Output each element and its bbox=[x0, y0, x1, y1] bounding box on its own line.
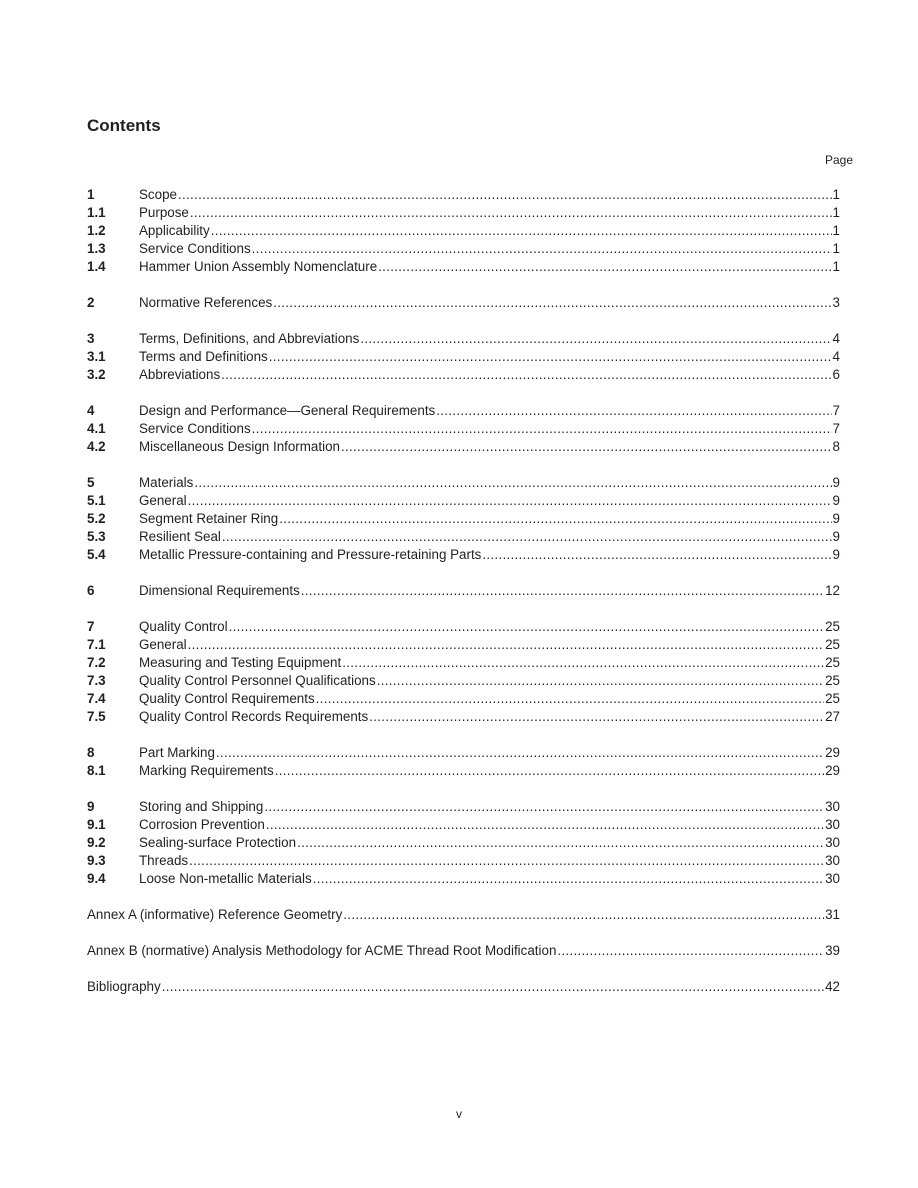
toc-section-title: Annex A (informative) Reference Geometry bbox=[87, 907, 343, 922]
toc-page-number: 1 bbox=[832, 205, 840, 220]
toc-section-title: General bbox=[139, 637, 187, 652]
toc-page-number: 1 bbox=[832, 223, 840, 238]
toc-section-title: Corrosion Prevention bbox=[139, 817, 265, 832]
toc-section-number: 9.4 bbox=[87, 871, 106, 886]
dot-leader bbox=[341, 438, 832, 456]
toc-entry[interactable] bbox=[87, 870, 840, 888]
toc-section-title: Materials bbox=[139, 475, 194, 490]
page-number-footer: v bbox=[456, 1107, 462, 1121]
toc-section-number: 9 bbox=[87, 799, 95, 814]
toc-section-title: Purpose bbox=[139, 205, 189, 220]
toc-annex-entry[interactable] bbox=[87, 978, 840, 996]
toc-section-number: 5.1 bbox=[87, 493, 106, 508]
toc-entry[interactable] bbox=[87, 528, 840, 546]
toc-section-number: 1.3 bbox=[87, 241, 106, 256]
toc-page-number: 25 bbox=[825, 691, 840, 706]
toc-section-number: 5 bbox=[87, 475, 95, 490]
toc-section-title: Terms, Definitions, and Abbreviations bbox=[139, 331, 360, 346]
toc-section-title: Miscellaneous Design Information bbox=[139, 439, 340, 454]
toc-section-title: Abbreviations bbox=[139, 367, 221, 382]
dot-leader bbox=[436, 402, 831, 420]
toc-section-number: 9.2 bbox=[87, 835, 106, 850]
toc-entry[interactable] bbox=[87, 222, 840, 240]
toc-section-title: Segment Retainer Ring bbox=[139, 511, 279, 526]
toc-section-title: Sealing-surface Protection bbox=[139, 835, 297, 850]
toc-section-number: 2 bbox=[87, 295, 95, 310]
toc-section-title: Loose Non-metallic Materials bbox=[139, 871, 312, 886]
toc-page-number: 9 bbox=[832, 511, 840, 526]
toc-page-number: 9 bbox=[832, 493, 840, 508]
toc-section-number: 1.1 bbox=[87, 205, 106, 220]
dot-leader bbox=[211, 222, 832, 240]
toc-section-number: 7 bbox=[87, 619, 95, 634]
toc-entry[interactable] bbox=[87, 420, 840, 438]
dot-leader bbox=[557, 942, 824, 960]
toc-section-number: 5.2 bbox=[87, 511, 106, 526]
toc-entry[interactable] bbox=[87, 402, 840, 420]
toc-page-number: 8 bbox=[832, 439, 840, 454]
page-column-label: Page bbox=[824, 153, 853, 167]
table-of-contents bbox=[87, 186, 840, 996]
toc-section-title: Bibliography bbox=[87, 979, 161, 994]
toc-entry[interactable] bbox=[87, 582, 840, 600]
toc-entry[interactable] bbox=[87, 762, 840, 780]
toc-section-number: 3 bbox=[87, 331, 95, 346]
dot-leader bbox=[252, 420, 832, 438]
dot-leader bbox=[162, 978, 824, 996]
dot-leader bbox=[190, 204, 832, 222]
toc-page-number: 30 bbox=[825, 799, 840, 814]
dot-leader bbox=[273, 294, 831, 312]
dot-leader bbox=[188, 492, 832, 510]
toc-section-number: 1.4 bbox=[87, 259, 106, 274]
toc-entry[interactable] bbox=[87, 654, 840, 672]
toc-section-number: 4.1 bbox=[87, 421, 106, 436]
toc-section-number: 7.1 bbox=[87, 637, 106, 652]
toc-page-number: 3 bbox=[832, 295, 840, 310]
toc-section-title: Resilient Seal bbox=[139, 529, 221, 544]
toc-section-title: Quality Control Requirements bbox=[139, 691, 315, 706]
dot-leader bbox=[252, 240, 832, 258]
dot-leader bbox=[178, 186, 832, 204]
toc-section-number: 5.4 bbox=[87, 547, 106, 562]
toc-section-title: Threads bbox=[139, 853, 189, 868]
toc-page-number: 4 bbox=[832, 349, 840, 364]
toc-section-title: Service Conditions bbox=[139, 241, 251, 256]
toc-section-number: 7.4 bbox=[87, 691, 106, 706]
toc-page-number: 9 bbox=[832, 547, 840, 562]
toc-section-title: Quality Control Records Requirements bbox=[139, 709, 369, 724]
toc-entry[interactable] bbox=[87, 636, 840, 654]
toc-section-number: 4 bbox=[87, 403, 95, 418]
toc-section-title: Quality Control bbox=[139, 619, 228, 634]
toc-entry[interactable] bbox=[87, 240, 840, 258]
dot-leader bbox=[301, 582, 824, 600]
toc-page-number: 29 bbox=[825, 745, 840, 760]
toc-page-number: 29 bbox=[825, 763, 840, 778]
toc-section-title: Metallic Pressure-containing and Pressure-retaining Parts bbox=[139, 547, 482, 562]
toc-page-number: 7 bbox=[832, 421, 840, 436]
toc-section-title: Annex B (normative) Analysis Methodology for ACME Thread Root Modification bbox=[87, 943, 557, 958]
toc-section-title: Storing and Shipping bbox=[139, 799, 264, 814]
toc-section-title: Part Marking bbox=[139, 745, 215, 760]
toc-annex-entry[interactable] bbox=[87, 906, 840, 924]
toc-entry[interactable] bbox=[87, 186, 840, 204]
toc-section-title: Dimensional Requirements bbox=[139, 583, 300, 598]
toc-entry[interactable] bbox=[87, 348, 840, 366]
toc-annex-entry[interactable] bbox=[87, 942, 840, 960]
dot-leader bbox=[297, 834, 824, 852]
toc-entry[interactable] bbox=[87, 834, 840, 852]
toc-section-title: Marking Requirements bbox=[139, 763, 274, 778]
toc-page-number: 25 bbox=[825, 655, 840, 670]
toc-page-number: 1 bbox=[832, 241, 840, 256]
toc-entry[interactable] bbox=[87, 474, 840, 492]
toc-section-number: 6 bbox=[87, 583, 95, 598]
toc-section-number: 8.1 bbox=[87, 763, 106, 778]
toc-page-number: 9 bbox=[832, 475, 840, 490]
toc-section-number: 1 bbox=[87, 187, 95, 202]
toc-page-number: 7 bbox=[832, 403, 840, 418]
toc-section-number: 7.2 bbox=[87, 655, 106, 670]
toc-section-number: 9.1 bbox=[87, 817, 106, 832]
toc-entry[interactable] bbox=[87, 672, 840, 690]
dot-leader bbox=[216, 744, 824, 762]
dot-leader bbox=[222, 528, 832, 546]
toc-page-number: 30 bbox=[825, 871, 840, 886]
toc-entry[interactable] bbox=[87, 618, 840, 636]
toc-entry[interactable] bbox=[87, 798, 840, 816]
toc-entry[interactable] bbox=[87, 690, 840, 708]
toc-section-title: Applicability bbox=[139, 223, 210, 238]
toc-section-title: Scope bbox=[139, 187, 177, 202]
toc-section-number: 5.3 bbox=[87, 529, 106, 544]
dot-leader bbox=[275, 762, 824, 780]
toc-section-title: Service Conditions bbox=[139, 421, 251, 436]
toc-entry[interactable] bbox=[87, 708, 840, 726]
dot-leader bbox=[266, 816, 824, 834]
toc-entry[interactable] bbox=[87, 744, 840, 762]
dot-leader bbox=[269, 348, 832, 366]
dot-leader bbox=[264, 798, 824, 816]
toc-page-number: 42 bbox=[825, 979, 840, 994]
toc-page-number: 12 bbox=[825, 583, 840, 598]
toc-section-number: 7.5 bbox=[87, 709, 106, 724]
toc-page-number: 1 bbox=[832, 187, 840, 202]
dot-leader bbox=[369, 708, 824, 726]
toc-page-number: 25 bbox=[825, 619, 840, 634]
toc-page-number: 4 bbox=[832, 331, 840, 346]
toc-page-number: 25 bbox=[825, 673, 840, 688]
toc-page-number: 25 bbox=[825, 637, 840, 652]
toc-page-number: 30 bbox=[825, 835, 840, 850]
toc-section-title: General bbox=[139, 493, 187, 508]
dot-leader bbox=[229, 618, 825, 636]
toc-section-title: Design and Performance—General Requirements bbox=[139, 403, 436, 418]
toc-page-number: 1 bbox=[832, 259, 840, 274]
dot-leader bbox=[221, 366, 831, 384]
toc-section-title: Normative References bbox=[139, 295, 273, 310]
toc-section-title: Terms and Definitions bbox=[139, 349, 268, 364]
contents-heading: Contents bbox=[87, 116, 161, 135]
toc-entry[interactable] bbox=[87, 438, 840, 456]
toc-entry[interactable] bbox=[87, 492, 840, 510]
toc-page-number: 39 bbox=[825, 943, 840, 958]
toc-page-number: 31 bbox=[825, 907, 840, 922]
dot-leader bbox=[377, 672, 824, 690]
dot-leader bbox=[316, 690, 824, 708]
toc-section-title: Hammer Union Assembly Nomenclature bbox=[139, 259, 378, 274]
dot-leader bbox=[482, 546, 831, 564]
toc-entry[interactable] bbox=[87, 816, 840, 834]
toc-entry[interactable] bbox=[87, 204, 840, 222]
dot-leader bbox=[313, 870, 824, 888]
toc-entry[interactable] bbox=[87, 546, 840, 564]
toc-section-number: 1.2 bbox=[87, 223, 106, 238]
toc-page-number: 6 bbox=[832, 367, 840, 382]
toc-section-title: Quality Control Personnel Qualifications bbox=[139, 673, 376, 688]
toc-section-title: Measuring and Testing Equipment bbox=[139, 655, 342, 670]
dot-leader bbox=[342, 654, 824, 672]
dot-leader bbox=[194, 474, 831, 492]
toc-entry[interactable] bbox=[87, 510, 840, 528]
toc-section-number: 8 bbox=[87, 745, 95, 760]
dot-leader bbox=[343, 906, 824, 924]
toc-section-number: 3.1 bbox=[87, 349, 106, 364]
toc-section-number: 7.3 bbox=[87, 673, 106, 688]
dot-leader bbox=[279, 510, 831, 528]
toc-section-number: 3.2 bbox=[87, 367, 106, 382]
toc-entry[interactable] bbox=[87, 852, 840, 870]
toc-entry[interactable] bbox=[87, 366, 840, 384]
toc-entry[interactable] bbox=[87, 258, 840, 276]
toc-entry[interactable] bbox=[87, 330, 840, 348]
dot-leader bbox=[188, 636, 824, 654]
toc-entry[interactable] bbox=[87, 294, 840, 312]
dot-leader bbox=[378, 258, 831, 276]
toc-section-number: 9.3 bbox=[87, 853, 106, 868]
toc-section-number: 4.2 bbox=[87, 439, 106, 454]
toc-page-number: 30 bbox=[825, 853, 840, 868]
dot-leader bbox=[189, 852, 824, 870]
dot-leader bbox=[360, 330, 831, 348]
toc-page-number: 27 bbox=[825, 709, 840, 724]
toc-page-number: 9 bbox=[832, 529, 840, 544]
toc-page-number: 30 bbox=[825, 817, 840, 832]
